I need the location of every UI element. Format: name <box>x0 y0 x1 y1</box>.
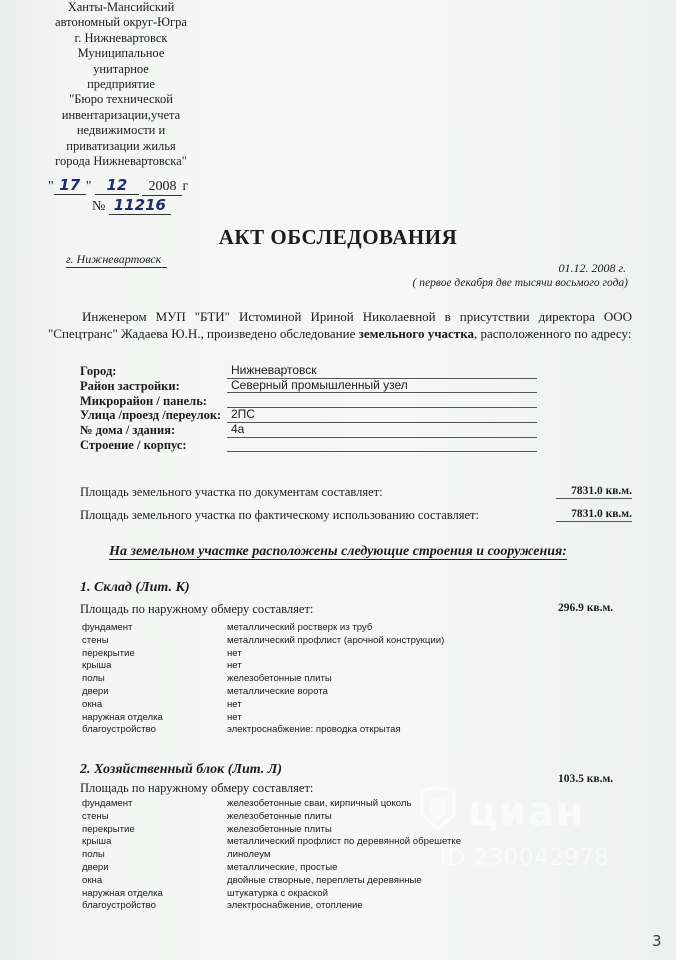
header-line: города Нижневартовска" <box>55 154 187 169</box>
act-city: г. Нижневартовск <box>66 252 167 268</box>
intro-paragraph: Инженером МУП "БТИ" Истоминой Ириной Николаевной в присутствии директора ООО "Спецтранс" Жадаева Ю.Н., произведено обследование земельного участка, расположенного по адресу: <box>48 309 632 341</box>
building-properties <box>82 622 562 737</box>
property-row: перекрытие железобетонные плиты <box>82 823 332 835</box>
document-title: АКТ ОБСЛЕДОВАНИЯ <box>218 225 458 249</box>
watermark-id: ID 230042978 <box>440 845 610 871</box>
property-row: перекрытие нет <box>82 647 242 659</box>
property-row: двери металлические, простые <box>82 861 338 873</box>
header-line: Муниципальное <box>77 46 165 61</box>
building-area-value: 296.9 кв.м. <box>558 602 614 614</box>
property-row: окна двойные створные, переплеты деревянные <box>82 874 422 886</box>
address-row: Район застройки: Северный промышленный узел <box>80 379 540 394</box>
header-line: "Бюро технической <box>69 92 173 107</box>
property-row: благоустройство электроснабжение: проводка открытая <box>82 724 401 736</box>
section-heading: На земельном участке расположены следующие строения и сооружения: <box>109 544 567 559</box>
property-row: фундамент металлический ростверк из труб <box>82 622 373 633</box>
header-line: недвижимости и <box>76 123 166 138</box>
header-line: инвентаризации,учета <box>61 107 181 122</box>
building-properties <box>82 798 562 913</box>
building-area-label: Площадь по наружному обмеру составляет: <box>80 602 314 616</box>
property-row: стены железобетонные плиты <box>82 810 332 822</box>
property-row: стены металлический профлист (арочной конструкции) <box>82 634 445 646</box>
address-row: Улица /проезд /переулок: 2ПС <box>80 408 540 423</box>
property-row: полы линолеум <box>82 849 271 861</box>
building-area-value: 103.5 кв.м. <box>558 773 614 785</box>
header-date: " 17 " 12 2008 г <box>48 176 189 194</box>
header-date-month: 12 <box>95 176 139 195</box>
address-row: Город: Нижневартовск <box>80 364 540 379</box>
organization-header <box>40 0 202 169</box>
property-row: наружная отделка нет <box>82 711 242 723</box>
header-line: автономный округ-Югра <box>55 15 187 30</box>
property-row: двери металлические ворота <box>82 685 328 697</box>
header-date-year: 2008 <box>148 179 177 194</box>
header-line: г. Нижневартовск <box>74 30 168 45</box>
header-line: унитарное <box>93 61 149 76</box>
property-row: полы железобетонные плиты <box>82 673 332 685</box>
building-area-label: Площадь по наружному обмеру составляет: <box>80 781 314 795</box>
header-line: приватизации жилья <box>66 138 176 153</box>
page-number: 3 <box>652 932 662 950</box>
property-row: благоустройство электроснабжение, отопление <box>82 900 363 912</box>
watermark-text: циан <box>468 789 585 835</box>
act-date-words: ( первое декабря две тысячи восьмого года) <box>412 277 628 289</box>
address-row: Микрорайон / панель: <box>80 394 540 409</box>
header-line: Ханты-Мансийский <box>67 0 175 14</box>
property-row: фундамент железобетонные сваи, кирпичный цоколь <box>82 798 412 809</box>
header-date-day: 17 <box>54 176 86 195</box>
building-title: 2. Хозяйственный блок (Лит. Л) <box>80 762 283 777</box>
act-date: 01.12. 2008 г. <box>558 261 626 275</box>
area-actual: Площадь земельного участка по фактическому использованию составляет: 7831.0 кв.м. <box>80 508 632 522</box>
building-title: 1. Склад (Лит. К) <box>80 580 190 595</box>
header-number: № 11216 <box>92 196 171 215</box>
address-row: Строение / корпус: <box>80 438 540 453</box>
property-row: крыша металлический профлист по деревянной обрешетке <box>82 836 462 848</box>
header-line: предприятие <box>87 77 155 92</box>
address-row: № дома / здания: 4а <box>80 423 540 438</box>
header-number-value: 11216 <box>109 196 171 215</box>
address-table <box>80 364 540 453</box>
property-row: крыша нет <box>82 660 242 672</box>
property-row: наружная отделка штукатурка с окраской <box>82 887 328 899</box>
property-row: окна нет <box>82 698 242 710</box>
area-by-documents: Площадь земельного участка по документам составляет: 7831.0 кв.м. <box>80 485 632 499</box>
